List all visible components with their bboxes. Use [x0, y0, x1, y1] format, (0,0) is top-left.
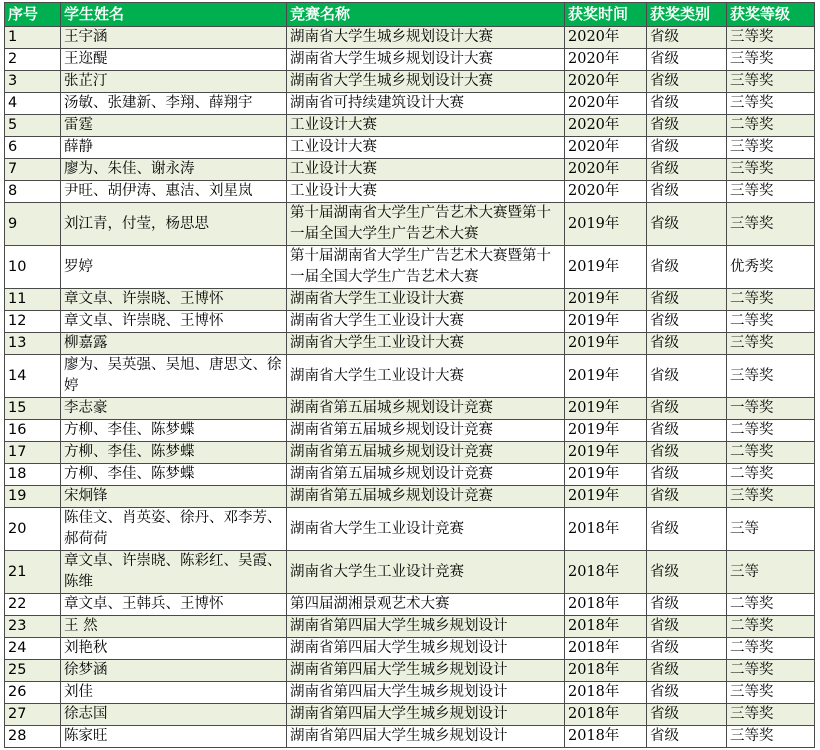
- cell-competition: 湖南省第四届大学生城乡规划设计: [287, 638, 565, 660]
- cell-no: 5: [5, 115, 61, 137]
- cell-no: 22: [5, 594, 61, 616]
- cell-no: 15: [5, 398, 61, 420]
- cell-year: 2018年: [565, 638, 647, 660]
- cell-students: 王迩醍: [61, 49, 287, 71]
- cell-no: 16: [5, 420, 61, 442]
- cell-level: 优秀奖: [727, 246, 815, 289]
- cell-category: 省级: [647, 398, 727, 420]
- cell-competition: 湖南省第五届城乡规划设计竞赛: [287, 420, 565, 442]
- cell-competition: 湖南省大学生工业设计大赛: [287, 355, 565, 398]
- table-row: [5, 660, 815, 682]
- cell-year: 2019年: [565, 246, 647, 289]
- table-row: [5, 137, 815, 159]
- cell-no: 2: [5, 49, 61, 71]
- cell-competition: 湖南省第四届大学生城乡规划设计: [287, 616, 565, 638]
- table-row: [5, 551, 815, 594]
- cell-year: 2019年: [565, 398, 647, 420]
- cell-no: 11: [5, 289, 61, 311]
- table-row: [5, 115, 815, 137]
- cell-year: 2018年: [565, 594, 647, 616]
- cell-level: 三等奖: [727, 71, 815, 93]
- cell-no: 12: [5, 311, 61, 333]
- header-level: 获奖等级: [727, 3, 815, 27]
- header-year: 获奖时间: [565, 3, 647, 27]
- cell-students: 汤敏、张建新、李翔、薛翔宇: [61, 93, 287, 115]
- table-row: [5, 594, 815, 616]
- cell-level: 三等: [727, 508, 815, 551]
- cell-competition: 湖南省大学生工业设计竞赛: [287, 551, 565, 594]
- cell-level: 三等奖: [727, 726, 815, 748]
- table-row: [5, 486, 815, 508]
- cell-year: 2020年: [565, 71, 647, 93]
- cell-competition: 湖南省第五届城乡规划设计竞赛: [287, 398, 565, 420]
- cell-competition: 湖南省第四届大学生城乡规划设计: [287, 682, 565, 704]
- cell-no: 24: [5, 638, 61, 660]
- table-row: [5, 704, 815, 726]
- cell-level: 三等奖: [727, 93, 815, 115]
- cell-competition: 湖南省大学生工业设计竞赛: [287, 508, 565, 551]
- cell-competition: 第十届湖南省大学生广告艺术大赛暨第十一届全国大学生广告艺术大赛: [287, 203, 565, 246]
- cell-level: 一等奖: [727, 398, 815, 420]
- cell-year: 2020年: [565, 159, 647, 181]
- cell-year: 2020年: [565, 137, 647, 159]
- cell-competition: 湖南省大学生城乡规划设计大赛: [287, 49, 565, 71]
- cell-category: 省级: [647, 27, 727, 49]
- table-row: [5, 71, 815, 93]
- cell-level: 三等奖: [727, 355, 815, 398]
- cell-year: 2019年: [565, 486, 647, 508]
- cell-students: 章文卓、许崇晓、陈彩红、吴霞、陈维: [61, 551, 287, 594]
- table-row: [5, 508, 815, 551]
- cell-category: 省级: [647, 508, 727, 551]
- cell-students: 方柳、李佳、陈梦蝶: [61, 442, 287, 464]
- cell-competition: 工业设计大赛: [287, 159, 565, 181]
- table-row: [5, 203, 815, 246]
- cell-level: 三等奖: [727, 137, 815, 159]
- cell-no: 18: [5, 464, 61, 486]
- cell-students: 刘艳秋: [61, 638, 287, 660]
- cell-competition: 湖南省第四届大学生城乡规划设计: [287, 704, 565, 726]
- cell-year: 2018年: [565, 682, 647, 704]
- cell-students: 王 然: [61, 616, 287, 638]
- cell-no: 14: [5, 355, 61, 398]
- cell-competition: 湖南省第五届城乡规划设计竞赛: [287, 486, 565, 508]
- header-category: 获奖类别: [647, 3, 727, 27]
- table-row: [5, 159, 815, 181]
- cell-level: 三等奖: [727, 27, 815, 49]
- cell-year: 2018年: [565, 616, 647, 638]
- cell-level: 二等奖: [727, 442, 815, 464]
- cell-competition: 湖南省大学生工业设计大赛: [287, 333, 565, 355]
- cell-students: 章文卓、许崇晓、王博怀: [61, 289, 287, 311]
- cell-no: 4: [5, 93, 61, 115]
- header-competition: 竞赛名称: [287, 3, 565, 27]
- cell-students: 薛静: [61, 137, 287, 159]
- cell-level: 二等奖: [727, 289, 815, 311]
- cell-year: 2018年: [565, 726, 647, 748]
- cell-category: 省级: [647, 333, 727, 355]
- cell-level: 三等奖: [727, 49, 815, 71]
- cell-year: 2018年: [565, 704, 647, 726]
- cell-category: 省级: [647, 594, 727, 616]
- cell-year: 2020年: [565, 93, 647, 115]
- cell-year: 2019年: [565, 464, 647, 486]
- cell-level: 二等奖: [727, 464, 815, 486]
- cell-level: 三等奖: [727, 203, 815, 246]
- cell-year: 2019年: [565, 311, 647, 333]
- header-no: 序号: [5, 3, 61, 27]
- cell-year: 2019年: [565, 355, 647, 398]
- cell-level: 二等奖: [727, 420, 815, 442]
- table-row: [5, 442, 815, 464]
- cell-category: 省级: [647, 203, 727, 246]
- cell-category: 省级: [647, 355, 727, 398]
- cell-students: 陈佳文、肖英姿、徐丹、邓李芳、郝荷荷: [61, 508, 287, 551]
- table-row: [5, 398, 815, 420]
- cell-level: 二等奖: [727, 638, 815, 660]
- cell-level: 二等奖: [727, 616, 815, 638]
- cell-competition: 湖南省大学生城乡规划设计大赛: [287, 27, 565, 49]
- cell-level: 三等奖: [727, 704, 815, 726]
- table-row: [5, 181, 815, 203]
- cell-students: 王宇涵: [61, 27, 287, 49]
- cell-competition: 工业设计大赛: [287, 115, 565, 137]
- cell-year: 2018年: [565, 660, 647, 682]
- cell-category: 省级: [647, 660, 727, 682]
- cell-students: 章文卓、许崇晓、王博怀: [61, 311, 287, 333]
- table-row: [5, 682, 815, 704]
- cell-no: 19: [5, 486, 61, 508]
- cell-students: 方柳、李佳、陈梦蝶: [61, 420, 287, 442]
- table-row: [5, 333, 815, 355]
- cell-no: 20: [5, 508, 61, 551]
- awards-table: [4, 2, 815, 748]
- table-row: [5, 311, 815, 333]
- cell-no: 10: [5, 246, 61, 289]
- cell-category: 省级: [647, 551, 727, 594]
- cell-no: 3: [5, 71, 61, 93]
- cell-no: 8: [5, 181, 61, 203]
- cell-no: 13: [5, 333, 61, 355]
- table-body: [5, 27, 815, 748]
- cell-category: 省级: [647, 181, 727, 203]
- cell-students: 宋炯锋: [61, 486, 287, 508]
- cell-no: 17: [5, 442, 61, 464]
- cell-competition: 湖南省可持续建筑设计大赛: [287, 93, 565, 115]
- cell-category: 省级: [647, 115, 727, 137]
- header-row: [5, 3, 815, 27]
- cell-category: 省级: [647, 289, 727, 311]
- cell-category: 省级: [647, 420, 727, 442]
- cell-level: 二等奖: [727, 660, 815, 682]
- cell-students: 徐梦涵: [61, 660, 287, 682]
- cell-category: 省级: [647, 49, 727, 71]
- cell-year: 2019年: [565, 203, 647, 246]
- table-row: [5, 464, 815, 486]
- cell-students: 雷霆: [61, 115, 287, 137]
- cell-category: 省级: [647, 704, 727, 726]
- cell-students: 刘佳: [61, 682, 287, 704]
- cell-students: 廖为、吴英强、吴旭、唐思文、徐婷: [61, 355, 287, 398]
- cell-category: 省级: [647, 246, 727, 289]
- cell-year: 2020年: [565, 181, 647, 203]
- table-row: [5, 638, 815, 660]
- cell-students: 章文卓、王韩兵、王博怀: [61, 594, 287, 616]
- cell-category: 省级: [647, 616, 727, 638]
- cell-competition: 湖南省第五届城乡规划设计竞赛: [287, 464, 565, 486]
- cell-year: 2020年: [565, 49, 647, 71]
- table-row: [5, 616, 815, 638]
- cell-year: 2019年: [565, 442, 647, 464]
- cell-category: 省级: [647, 682, 727, 704]
- cell-no: 7: [5, 159, 61, 181]
- cell-no: 9: [5, 203, 61, 246]
- cell-students: 罗婷: [61, 246, 287, 289]
- cell-students: 张芷汀: [61, 71, 287, 93]
- table-row: [5, 420, 815, 442]
- cell-students: 陈家旺: [61, 726, 287, 748]
- cell-category: 省级: [647, 159, 727, 181]
- table-row: [5, 93, 815, 115]
- cell-category: 省级: [647, 93, 727, 115]
- table-row: [5, 49, 815, 71]
- header-students: 学生姓名: [61, 3, 287, 27]
- cell-category: 省级: [647, 137, 727, 159]
- cell-students: 刘江青，付莹，杨思思: [61, 203, 287, 246]
- cell-competition: 湖南省第五届城乡规划设计竞赛: [287, 442, 565, 464]
- cell-students: 李志豪: [61, 398, 287, 420]
- cell-year: 2018年: [565, 551, 647, 594]
- cell-no: 25: [5, 660, 61, 682]
- cell-category: 省级: [647, 71, 727, 93]
- cell-level: 三等奖: [727, 333, 815, 355]
- cell-category: 省级: [647, 638, 727, 660]
- cell-competition: 湖南省大学生工业设计大赛: [287, 311, 565, 333]
- cell-year: 2018年: [565, 508, 647, 551]
- cell-students: 徐志国: [61, 704, 287, 726]
- cell-competition: 湖南省第四届大学生城乡规划设计: [287, 660, 565, 682]
- cell-level: 三等奖: [727, 181, 815, 203]
- cell-competition: 第四届湖湘景观艺术大赛: [287, 594, 565, 616]
- cell-level: 三等奖: [727, 682, 815, 704]
- cell-competition: 工业设计大赛: [287, 181, 565, 203]
- cell-category: 省级: [647, 486, 727, 508]
- cell-competition: 湖南省大学生城乡规划设计大赛: [287, 71, 565, 93]
- cell-competition: 湖南省大学生工业设计大赛: [287, 289, 565, 311]
- table-row: [5, 246, 815, 289]
- cell-no: 23: [5, 616, 61, 638]
- cell-year: 2020年: [565, 115, 647, 137]
- cell-no: 21: [5, 551, 61, 594]
- cell-level: 三等: [727, 551, 815, 594]
- cell-competition: 湖南省第四届大学生城乡规划设计: [287, 726, 565, 748]
- cell-category: 省级: [647, 464, 727, 486]
- cell-year: 2020年: [565, 27, 647, 49]
- cell-competition: 第十届湖南省大学生广告艺术大赛暨第十一届全国大学生广告艺术大赛: [287, 246, 565, 289]
- table-row: [5, 27, 815, 49]
- cell-no: 27: [5, 704, 61, 726]
- cell-students: 廖为、朱佳、谢永涛: [61, 159, 287, 181]
- table-row: [5, 355, 815, 398]
- cell-competition: 工业设计大赛: [287, 137, 565, 159]
- cell-category: 省级: [647, 442, 727, 464]
- cell-year: 2019年: [565, 289, 647, 311]
- cell-category: 省级: [647, 311, 727, 333]
- table-row: [5, 726, 815, 748]
- cell-students: 方柳、李佳、陈梦蝶: [61, 464, 287, 486]
- cell-level: 二等奖: [727, 115, 815, 137]
- cell-category: 省级: [647, 726, 727, 748]
- cell-level: 三等奖: [727, 159, 815, 181]
- cell-students: 柳嘉露: [61, 333, 287, 355]
- cell-year: 2019年: [565, 333, 647, 355]
- cell-no: 6: [5, 137, 61, 159]
- cell-no: 1: [5, 27, 61, 49]
- cell-year: 2019年: [565, 420, 647, 442]
- table-row: [5, 289, 815, 311]
- cell-no: 28: [5, 726, 61, 748]
- cell-level: 二等奖: [727, 311, 815, 333]
- cell-level: 二等奖: [727, 594, 815, 616]
- cell-students: 尹旺、胡伊涛、惠洁、刘星岚: [61, 181, 287, 203]
- cell-level: 三等奖: [727, 486, 815, 508]
- cell-no: 26: [5, 682, 61, 704]
